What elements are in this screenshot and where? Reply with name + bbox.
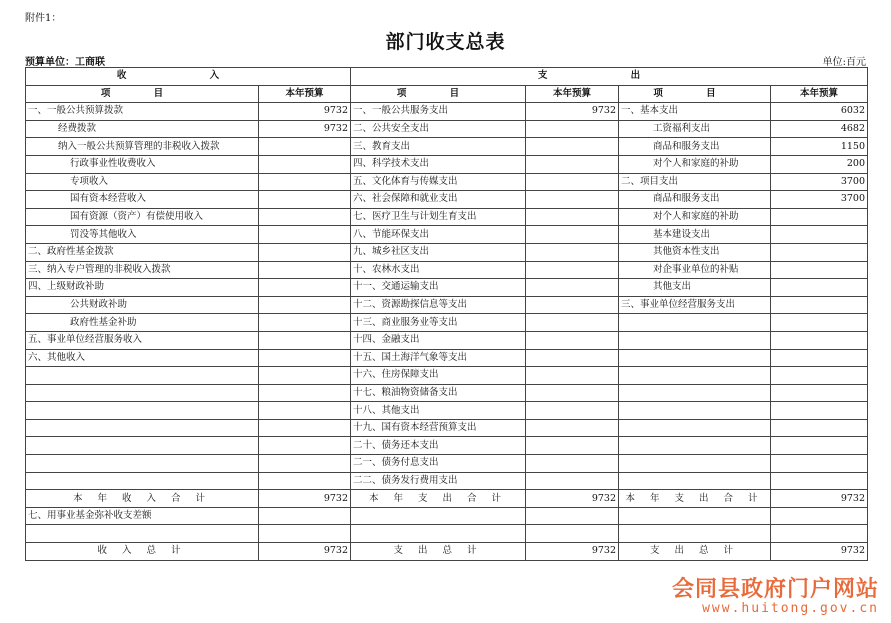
income-item: 一、一般公共预算拨款 xyxy=(26,103,259,121)
year-total-row xyxy=(26,490,868,508)
expense-econ-grand-total-value: 9732 xyxy=(771,543,868,561)
expense-func-value xyxy=(526,384,619,402)
expense-econ-item xyxy=(619,367,771,385)
expense-econ-item: 商品和服务支出 xyxy=(619,138,771,156)
expense-econ-value xyxy=(771,261,868,279)
income-item xyxy=(26,472,259,490)
expense-econ-value xyxy=(771,384,868,402)
income-item xyxy=(26,419,259,437)
expense-econ-item xyxy=(619,384,771,402)
table-row xyxy=(26,191,868,209)
expense-econ-value: 200 xyxy=(771,155,868,173)
expense-econ-year-total-value: 9732 xyxy=(771,490,868,508)
income-item: 专项收入 xyxy=(26,173,259,191)
expense-econ-value xyxy=(771,279,868,297)
expense-func-value xyxy=(526,455,619,473)
expense-econ-value xyxy=(771,314,868,332)
expense-func-value xyxy=(526,331,619,349)
expense-econ-value xyxy=(771,331,868,349)
expense-func-item: 十七、粮油物资储备支出 xyxy=(351,384,526,402)
income-item: 三、纳入专户管理的非税收入拨款 xyxy=(26,261,259,279)
expense-func-item: 一、一般公共服务支出 xyxy=(351,103,526,121)
carryover-row xyxy=(26,507,868,525)
table-row xyxy=(26,367,868,385)
income-value xyxy=(259,314,351,332)
expense-econ-budget-header: 本年预算 xyxy=(771,85,868,103)
income-value xyxy=(259,384,351,402)
table-row xyxy=(26,384,868,402)
section-header-row xyxy=(26,68,868,86)
expense-func-value xyxy=(526,314,619,332)
expense-func-value xyxy=(526,349,619,367)
income-value xyxy=(259,155,351,173)
income-value xyxy=(259,455,351,473)
watermark-site-name: 会同县政府门户网站 xyxy=(671,577,879,602)
income-year-total-value: 9732 xyxy=(259,490,351,508)
income-item xyxy=(26,437,259,455)
expense-func-item: 十三、商业服务业等支出 xyxy=(351,314,526,332)
grand-total-row xyxy=(26,543,868,561)
expense-func-value xyxy=(526,226,619,244)
income-grand-total-value: 9732 xyxy=(259,543,351,561)
expense-econ-value xyxy=(771,208,868,226)
expense-func-value xyxy=(526,173,619,191)
expense-econ-item xyxy=(619,419,771,437)
income-item: 行政事业性收费收入 xyxy=(26,155,259,173)
table-row xyxy=(26,103,868,121)
expense-econ-item: 其他支出 xyxy=(619,279,771,297)
income-item xyxy=(26,367,259,385)
income-value xyxy=(259,243,351,261)
expense-grand-total-value: 9732 xyxy=(526,543,619,561)
table-row xyxy=(26,261,868,279)
expense-econ-grand-total-label: 支 出 总 计 xyxy=(619,543,771,561)
table-row xyxy=(26,155,868,173)
income-item: 公共财政补助 xyxy=(26,296,259,314)
expense-func-item: 四、科学技术支出 xyxy=(351,155,526,173)
expense-func-value xyxy=(526,279,619,297)
currency-unit: 单位:百元 xyxy=(822,57,866,68)
spacer-row xyxy=(26,525,868,543)
expense-econ-item: 工资福利支出 xyxy=(619,120,771,138)
table-row xyxy=(26,173,868,191)
table-row xyxy=(26,437,868,455)
table-row xyxy=(26,419,868,437)
expense-econ-item xyxy=(619,349,771,367)
income-value xyxy=(259,437,351,455)
income-value xyxy=(259,331,351,349)
expense-econ-value xyxy=(771,472,868,490)
expense-func-item: 三、教育支出 xyxy=(351,138,526,156)
expense-econ-item xyxy=(619,402,771,420)
table-row xyxy=(26,208,868,226)
expense-econ-item xyxy=(619,331,771,349)
expense-econ-value xyxy=(771,349,868,367)
income-item: 经费拨款 xyxy=(26,120,259,138)
expense-econ-value: 1150 xyxy=(771,138,868,156)
expense-func-item: 十四、金融支出 xyxy=(351,331,526,349)
expense-func-item: 十九、国有资本经营预算支出 xyxy=(351,419,526,437)
income-item: 四、上级财政补助 xyxy=(26,279,259,297)
expense-func-item: 二二、债务发行费用支出 xyxy=(351,472,526,490)
expense-year-total-label: 本 年 支 出 合 计 xyxy=(351,490,526,508)
expense-func-item: 二十、债务还本支出 xyxy=(351,437,526,455)
table-row xyxy=(26,472,868,490)
expense-func-value xyxy=(526,402,619,420)
expense-econ-item-header: 项 目 xyxy=(619,85,771,103)
expense-econ-item xyxy=(619,314,771,332)
expense-econ-year-total-label: 本 年 支 出 合 计 xyxy=(619,490,771,508)
expense-func-item: 十五、国土海洋气象等支出 xyxy=(351,349,526,367)
budget-unit: 预算单位：工商联 xyxy=(25,57,105,68)
expense-func-item: 二、公共安全支出 xyxy=(351,120,526,138)
income-value xyxy=(259,208,351,226)
watermark-url: www.huitong.gov.cn xyxy=(702,601,879,616)
expense-func-value xyxy=(526,120,619,138)
expense-func-item: 十六、住房保障支出 xyxy=(351,367,526,385)
income-value xyxy=(259,173,351,191)
table-row xyxy=(26,455,868,473)
expense-econ-item xyxy=(619,472,771,490)
expense-econ-item xyxy=(619,437,771,455)
expense-year-total-value: 9732 xyxy=(526,490,619,508)
income-grand-total-label: 收 入 总 计 xyxy=(26,543,259,561)
income-budget-header: 本年预算 xyxy=(259,85,351,103)
income-value xyxy=(259,349,351,367)
carryover-label: 七、用事业基金弥补收支差额 xyxy=(26,507,259,525)
expense-econ-value xyxy=(771,226,868,244)
expense-func-budget-header: 本年预算 xyxy=(526,85,619,103)
income-item: 二、政府性基金拨款 xyxy=(26,243,259,261)
expense-func-item: 六、社会保障和就业支出 xyxy=(351,191,526,209)
expense-func-item: 九、城乡社区支出 xyxy=(351,243,526,261)
expense-func-item: 十、农林水支出 xyxy=(351,261,526,279)
expense-func-value xyxy=(526,437,619,455)
expense-func-value xyxy=(526,419,619,437)
expense-econ-item: 对个人和家庭的补助 xyxy=(619,208,771,226)
expense-section-header: 支 出 xyxy=(351,68,868,86)
expense-func-item: 十二、资源勘探信息等支出 xyxy=(351,296,526,314)
expense-func-value xyxy=(526,208,619,226)
table-row xyxy=(26,402,868,420)
expense-econ-item: 其他资本性支出 xyxy=(619,243,771,261)
income-value xyxy=(259,261,351,279)
expense-econ-value xyxy=(771,402,868,420)
expense-func-value xyxy=(526,243,619,261)
expense-econ-item: 基本建设支出 xyxy=(619,226,771,244)
income-item: 政府性基金补助 xyxy=(26,314,259,332)
expense-grand-total-label: 支 出 总 计 xyxy=(351,543,526,561)
income-item: 六、其他收入 xyxy=(26,349,259,367)
income-value xyxy=(259,138,351,156)
expense-econ-item xyxy=(619,455,771,473)
income-item: 纳入一般公共预算管理的非税收入拨款 xyxy=(26,138,259,156)
expense-econ-value xyxy=(771,455,868,473)
expense-econ-item: 对个人和家庭的补助 xyxy=(619,155,771,173)
income-item: 国有资源（资产）有偿使用收入 xyxy=(26,208,259,226)
table-row xyxy=(26,226,868,244)
income-value xyxy=(259,296,351,314)
expense-econ-value: 6032 xyxy=(771,103,868,121)
table-row xyxy=(26,314,868,332)
expense-func-value xyxy=(526,155,619,173)
table-row xyxy=(26,331,868,349)
expense-func-value xyxy=(526,367,619,385)
income-value xyxy=(259,367,351,385)
expense-econ-value xyxy=(771,243,868,261)
income-item: 罚没等其他收入 xyxy=(26,226,259,244)
income-item xyxy=(26,455,259,473)
table-row xyxy=(26,243,868,261)
expense-econ-item: 二、项目支出 xyxy=(619,173,771,191)
expense-func-value xyxy=(526,138,619,156)
income-value xyxy=(259,402,351,420)
expense-econ-value xyxy=(771,296,868,314)
income-item xyxy=(26,402,259,420)
expense-func-value xyxy=(526,191,619,209)
page-title: 部门收支总表 xyxy=(385,31,506,53)
table-row xyxy=(26,296,868,314)
budget-summary-table xyxy=(25,67,868,561)
column-header-row xyxy=(26,85,868,103)
table-row xyxy=(26,120,868,138)
expense-econ-item: 一、基本支出 xyxy=(619,103,771,121)
expense-func-value: 9732 xyxy=(526,103,619,121)
attachment-label: 附件1： xyxy=(25,13,62,24)
income-item xyxy=(26,384,259,402)
site-watermark xyxy=(672,572,879,616)
expense-econ-value: 3700 xyxy=(771,191,868,209)
income-section-header: 收 入 xyxy=(26,68,351,86)
expense-econ-item: 商品和服务支出 xyxy=(619,191,771,209)
income-value xyxy=(259,226,351,244)
table-row xyxy=(26,279,868,297)
expense-econ-value xyxy=(771,419,868,437)
income-value xyxy=(259,419,351,437)
income-value xyxy=(259,191,351,209)
expense-func-item: 十八、其他支出 xyxy=(351,402,526,420)
income-item-header: 项 目 xyxy=(26,85,259,103)
expense-econ-value: 3700 xyxy=(771,173,868,191)
income-year-total-label: 本 年 收 入 合 计 xyxy=(26,490,259,508)
income-item: 五、事业单位经营服务收入 xyxy=(26,331,259,349)
expense-econ-item: 对企事业单位的补贴 xyxy=(619,261,771,279)
income-value xyxy=(259,472,351,490)
expense-econ-item: 三、事业单位经营服务支出 xyxy=(619,296,771,314)
expense-econ-value xyxy=(771,367,868,385)
expense-func-item: 二一、债务付息支出 xyxy=(351,455,526,473)
expense-econ-value xyxy=(771,437,868,455)
table-row xyxy=(26,349,868,367)
expense-func-item: 五、文化体育与传媒支出 xyxy=(351,173,526,191)
income-value xyxy=(259,279,351,297)
expense-func-item: 十一、交通运输支出 xyxy=(351,279,526,297)
expense-func-value xyxy=(526,261,619,279)
expense-func-value xyxy=(526,472,619,490)
income-value: 9732 xyxy=(259,120,351,138)
table-row xyxy=(26,138,868,156)
expense-func-item: 七、医疗卫生与计划生育支出 xyxy=(351,208,526,226)
income-item: 国有资本经营收入 xyxy=(26,191,259,209)
expense-func-value xyxy=(526,296,619,314)
expense-func-item: 八、节能环保支出 xyxy=(351,226,526,244)
expense-econ-value: 4682 xyxy=(771,120,868,138)
expense-func-item-header: 项 目 xyxy=(351,85,526,103)
income-value: 9732 xyxy=(259,103,351,121)
